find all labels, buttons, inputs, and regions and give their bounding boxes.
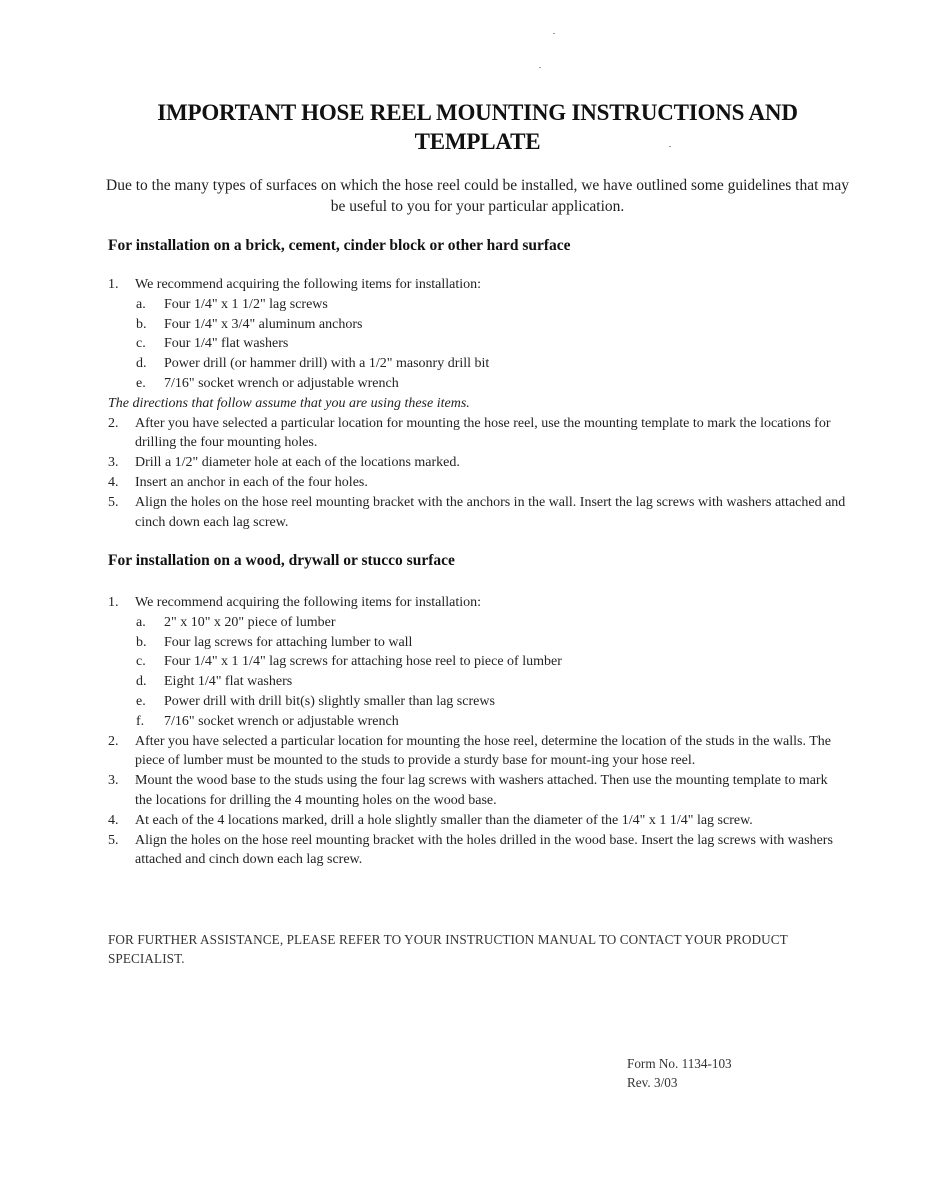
list-item [108,692,848,712]
item-letter: e. [136,693,146,709]
step-text: After you have selected a particular location for mounting the hose reel, use the mounting template to mark the locations for drilling the four mounting holes. [135,415,831,451]
step-1 [108,593,848,613]
item-letter: b. [136,634,147,650]
step-text: At each of the 4 locations marked, drill a hole slightly smaller than the diameter of the 1/4" x 1 1/4" lag screw. [135,812,753,828]
step-3 [108,453,848,473]
list-item [108,652,848,672]
scan-speck [539,67,541,68]
step-4 [108,473,848,493]
step-text: We recommend acquiring the following items for installation: [135,595,482,610]
item-text: Four lag screws for attaching lumber to wall [164,634,413,650]
list-item [108,315,848,335]
step-text: Drill a 1/2" diameter hole at each of the locations marked. [135,455,460,471]
step-5 [108,831,848,871]
item-text: Eight 1/4" flat washers [164,674,293,690]
section-heading-wood-surface: For installation on a wood, drywall or stucco surface [108,552,455,569]
item-text: 7/16" socket wrench or adjustable wrench [164,713,399,729]
list-item [108,334,848,354]
step-number: 1. [108,277,119,292]
step-text: We recommend acquiring the following items for installation: [135,277,482,292]
intro-paragraph: Due to the many types of surfaces on which the hose reel could be installed, we have outlined some guidelines that may be useful to you for your particular application. [106,177,849,215]
item-text: 7/16" socket wrench or adjustable wrench [164,375,399,391]
step-5 [108,493,848,533]
step-number: 1. [108,595,119,610]
section-heading-hard-surface: For installation on a brick, cement, cinder block or other hard surface [108,237,571,254]
list-item [108,295,848,315]
item-letter: f. [136,713,145,729]
list-item [108,374,848,394]
step-number: 4. [108,812,119,828]
scan-speck [553,33,555,34]
form-number: Form No. 1134-103 [627,1056,732,1071]
step-number: 3. [108,455,119,471]
item-text: Four 1/4" flat washers [164,336,289,352]
step-text: Align the holes on the hose reel mounting bracket with the holes drilled in the wood base. Insert the lag screws with washers attached and cinch down each lag screw. [135,832,833,868]
item-text: Four 1/4" x 3/4" aluminum anchors [164,316,363,332]
item-text: Four 1/4" x 1 1/4" lag screws for attaching hose reel to piece of lumber [164,654,562,670]
item-letter: e. [136,375,146,391]
item-text: 2" x 10" x 20" piece of lumber [164,614,336,630]
item-letter: d. [136,674,147,690]
step-3 [108,771,848,811]
item-text: Power drill with drill bit(s) slightly smaller than lag screws [164,693,495,709]
list-item [108,672,848,692]
item-letter: c. [136,336,146,352]
item-letter: d. [136,356,147,372]
step-text: Insert an anchor in each of the four holes. [135,474,368,490]
step-number: 5. [108,494,119,510]
list-item [108,354,848,374]
item-letter: a. [136,296,146,312]
assistance-notice: FOR FURTHER ASSISTANCE, PLEASE REFER TO YOUR INSTRUCTION MANUAL TO CONTACT YOUR PRODUCT SPECIALIST. [108,932,788,966]
list-item [108,613,848,633]
list-item [108,712,848,732]
form-revision: Rev. 3/03 [627,1075,678,1090]
item-letter: a. [136,614,146,630]
step-number: 4. [108,474,119,490]
step-number: 2. [108,733,119,749]
step-number: 3. [108,773,119,789]
hard-surface-steps [108,275,848,532]
wood-surface-steps [108,593,848,870]
step-number: 5. [108,832,119,848]
step-number: 2. [108,415,119,431]
form-info [627,1054,732,1092]
step-text: Mount the wood base to the studs using the four lag screws with washers attached. Then use the mounting template to mark the locations for drilling the 4 mounting holes on the wood base. [135,773,828,808]
item-text: Power drill (or hammer drill) with a 1/2" masonry drill bit [164,356,490,372]
item-letter: c. [136,654,146,670]
list-item [108,633,848,653]
step-1 [108,275,848,295]
directions-note: The directions that follow assume that you are using these items. [108,395,470,411]
step-text: Align the holes on the hose reel mounting bracket with the anchors in the wall. Insert the lag screws with washers attached and cinch down each lag screw. [135,494,846,530]
item-text: Four 1/4" x 1 1/2" lag screws [164,296,328,312]
step-2 [108,732,848,772]
item-letter: b. [136,316,147,332]
step-text: After you have selected a particular location for mounting the hose reel, determine the location of the studs in the walls. The piece of lumber must be mounted to the studs to provide a sturdy base for mount-ing your hose reel. [135,733,832,769]
step-2 [108,414,848,454]
step-4 [108,811,848,831]
document-title: IMPORTANT HOSE REEL MOUNTING INSTRUCTIONS AND TEMPLATE [157,100,798,154]
